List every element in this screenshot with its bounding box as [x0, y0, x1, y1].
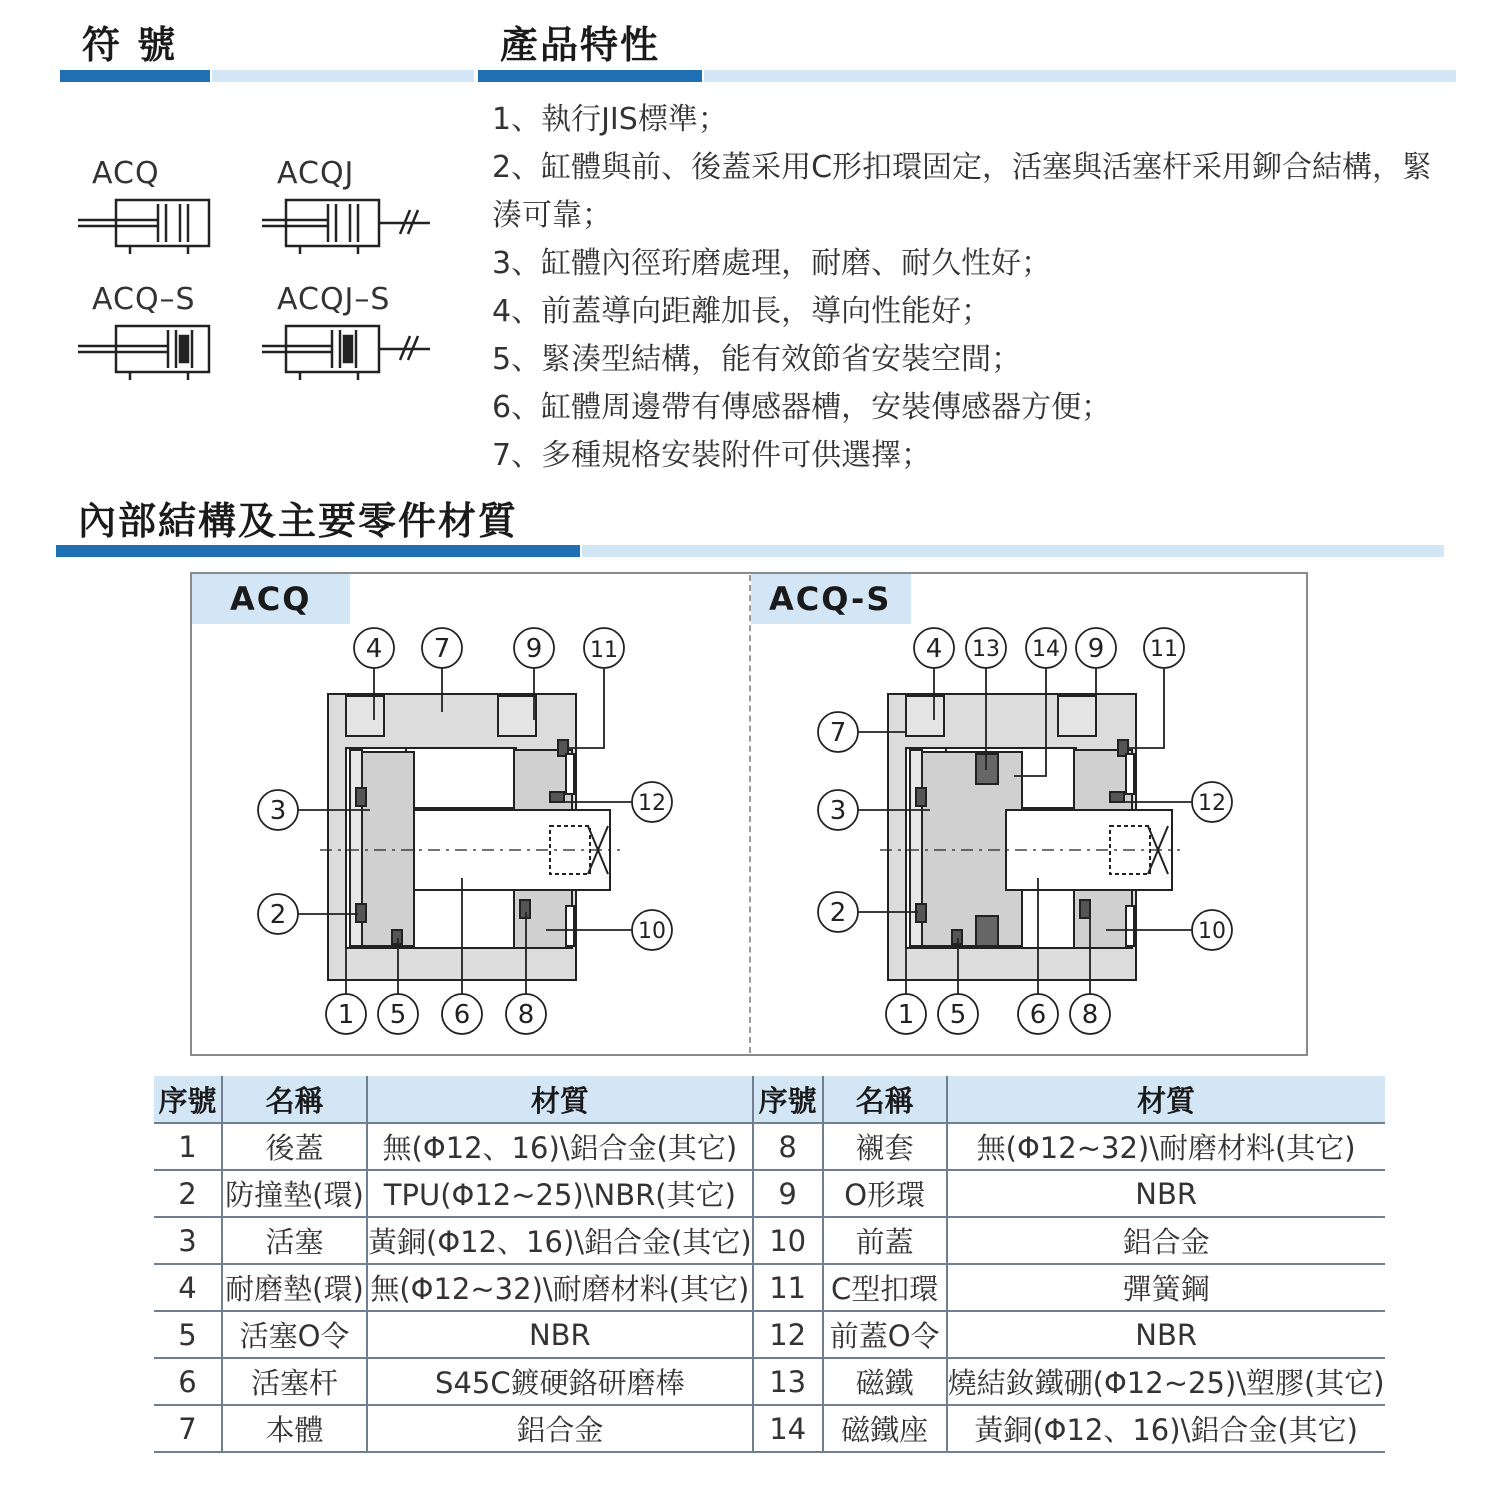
- feature-item-4: 4、前蓋導向距離加長，導向性能好；: [492, 294, 992, 329]
- acq-s-callout: 2: [829, 898, 847, 928]
- symbol-label-acq-s: ACQ–S: [92, 282, 196, 317]
- cell-material: 彈簧鋼: [947, 1264, 1385, 1311]
- cell-no: 6: [154, 1358, 222, 1405]
- features-heading-bar-light: [704, 70, 1456, 82]
- acq-callout: 2: [269, 900, 287, 930]
- acq-s-callout: 4: [925, 634, 943, 664]
- cell-material: 無(Φ12、16)\鋁合金(其它): [367, 1123, 753, 1170]
- cell-no: 12: [753, 1311, 823, 1358]
- structure-heading: 內部結構及主要零件材質: [78, 499, 519, 543]
- acq-s-callout: 9: [1087, 634, 1105, 664]
- header-material: 材質: [367, 1076, 753, 1123]
- structure-heading-bar: [56, 545, 580, 557]
- symbol-label-acq: ACQ: [92, 156, 160, 191]
- cell-name: 後蓋: [222, 1123, 367, 1170]
- symbol-label-acqj: ACQJ: [277, 156, 355, 191]
- cell-name: 活塞杆: [222, 1358, 367, 1405]
- cell-no: 13: [753, 1358, 823, 1405]
- table-row: [154, 1405, 1385, 1452]
- cell-no: 7: [154, 1405, 222, 1452]
- acq-s-callout: 7: [829, 718, 847, 748]
- feature-item-1: 1、執行JIS標準；: [492, 102, 728, 137]
- acq-callout: 10: [638, 919, 666, 944]
- acq-s-callout: 12: [1198, 791, 1226, 816]
- cell-name: 防撞墊(環): [222, 1170, 367, 1217]
- acq-s-callout: 1: [897, 1000, 915, 1030]
- acq-s-callout: 8: [1081, 1000, 1099, 1030]
- header-name: 名稱: [823, 1076, 947, 1123]
- acq-callout: 1: [337, 1000, 355, 1030]
- structure-heading-bar-light: [582, 545, 1444, 557]
- cell-material: 鋁合金: [367, 1405, 753, 1452]
- cell-name: O形環: [823, 1170, 947, 1217]
- acq-s-magnet-bottom: [976, 916, 998, 946]
- table-row: [154, 1217, 1385, 1264]
- table-header-row: [154, 1076, 1385, 1123]
- cell-no: 10: [753, 1217, 823, 1264]
- acq-callout: 3: [269, 796, 287, 826]
- feature-item-5: 5、緊湊型結構，能有效節省安裝空間；: [492, 342, 1022, 377]
- acq-symbol-icon: [78, 200, 209, 254]
- acq-diagram-title: ACQ: [192, 574, 350, 624]
- acq-s-callout: 10: [1198, 919, 1226, 944]
- cell-name: 活塞: [222, 1217, 367, 1264]
- cell-no: 2: [154, 1170, 222, 1217]
- acq-callout: 9: [525, 634, 543, 664]
- cell-material: S45C鍍硬鉻研磨棒: [367, 1358, 753, 1405]
- feature-item-7: 7、多種規格安裝附件可供選擇；: [492, 438, 932, 473]
- header-no: 序號: [154, 1076, 222, 1123]
- symbol-label-acqj-s: ACQJ–S: [277, 282, 391, 317]
- acq-s-callout: 14: [1032, 637, 1060, 662]
- cell-no: 5: [154, 1311, 222, 1358]
- cell-material: 燒結釹鐵硼(Φ12~25)\塑膠(其它): [947, 1358, 1385, 1405]
- acq-s-callout: 5: [949, 1000, 967, 1030]
- parts-material-table: [154, 1076, 1385, 1453]
- features-heading-bar: [478, 70, 702, 82]
- feature-item-6: 6、缸體周邊帶有傳感器槽，安裝傳感器方便；: [492, 390, 1112, 425]
- cell-name: 磁鐵座: [823, 1405, 947, 1452]
- acq-s-callout: 13: [972, 637, 1000, 662]
- features-heading: 產品特性: [500, 23, 661, 67]
- cell-no: 4: [154, 1264, 222, 1311]
- cell-material: 黃銅(Φ12、16)\鋁合金(其它): [367, 1217, 753, 1264]
- cell-material: 黃銅(Φ12、16)\鋁合金(其它): [947, 1405, 1385, 1452]
- cell-material: 鋁合金: [947, 1217, 1385, 1264]
- symbol-graphics: [70, 190, 450, 390]
- feature-item-2: 2、缸體與前、後蓋采用C形扣環固定，活塞與活塞杆采用鉚合結構，緊湊可靠；: [492, 150, 1433, 233]
- symbol-heading: 符 號: [82, 23, 178, 67]
- header-name: 名稱: [222, 1076, 367, 1123]
- cell-name: 襯套: [823, 1123, 947, 1170]
- acq-callout: 7: [433, 634, 451, 664]
- cell-no: 9: [753, 1170, 823, 1217]
- table-row: [154, 1311, 1385, 1358]
- cell-name: 磁鐵: [823, 1358, 947, 1405]
- cell-material: NBR: [367, 1311, 753, 1358]
- table-row: [154, 1264, 1385, 1311]
- acq-cross-section: [250, 620, 690, 1040]
- acq-piston: [362, 752, 414, 946]
- cell-material: TPU(Φ12~25)\NBR(其它): [367, 1170, 753, 1217]
- acq-callout: 6: [453, 1000, 471, 1030]
- panel-divider: [749, 575, 751, 1053]
- acq-s-cross-section: [810, 620, 1250, 1040]
- cell-material: 無(Φ12~32)\耐磨材料(其它): [947, 1123, 1385, 1170]
- cell-name: 前蓋O令: [823, 1311, 947, 1358]
- cell-material: 無(Φ12~32)\耐磨材料(其它): [367, 1264, 753, 1311]
- table-row: [154, 1170, 1385, 1217]
- cell-name: C型扣環: [823, 1264, 947, 1311]
- acq-callout: 8: [517, 1000, 535, 1030]
- cell-name: 活塞O令: [222, 1311, 367, 1358]
- symbol-heading-bar-light: [212, 70, 474, 82]
- acq-s-callout: 3: [829, 796, 847, 826]
- acq-callout: 5: [389, 1000, 407, 1030]
- acq-callout: 11: [590, 638, 618, 663]
- cell-no: 11: [753, 1264, 823, 1311]
- cell-material: NBR: [947, 1170, 1385, 1217]
- header-material: 材質: [947, 1076, 1385, 1123]
- cell-name: 本體: [222, 1405, 367, 1452]
- acq-callout: 4: [365, 634, 383, 664]
- acq-s-magnet-top: [976, 754, 998, 784]
- acq-s-diagram-title: ACQ-S: [751, 574, 911, 624]
- cell-no: 3: [154, 1217, 222, 1264]
- cell-name: 耐磨墊(環): [222, 1264, 367, 1311]
- cell-name: 前蓋: [823, 1217, 947, 1264]
- table-row: [154, 1358, 1385, 1405]
- cell-no: 8: [753, 1123, 823, 1170]
- cell-material: NBR: [947, 1311, 1385, 1358]
- acq-s-callout: 6: [1029, 1000, 1047, 1030]
- acq-s-symbol-icon: [78, 326, 209, 380]
- acq-s-callout: 11: [1150, 637, 1178, 662]
- acq-callout: 12: [638, 791, 666, 816]
- symbol-heading-bar: [60, 70, 210, 82]
- acqj-symbol-icon: [262, 200, 430, 254]
- header-no: 序號: [753, 1076, 823, 1123]
- acqj-s-symbol-icon: [262, 326, 430, 380]
- cell-no: 14: [753, 1405, 823, 1452]
- table-row: [154, 1123, 1385, 1170]
- cell-no: 1: [154, 1123, 222, 1170]
- feature-item-3: 3、缸體內徑珩磨處理，耐磨、耐久性好；: [492, 246, 1052, 281]
